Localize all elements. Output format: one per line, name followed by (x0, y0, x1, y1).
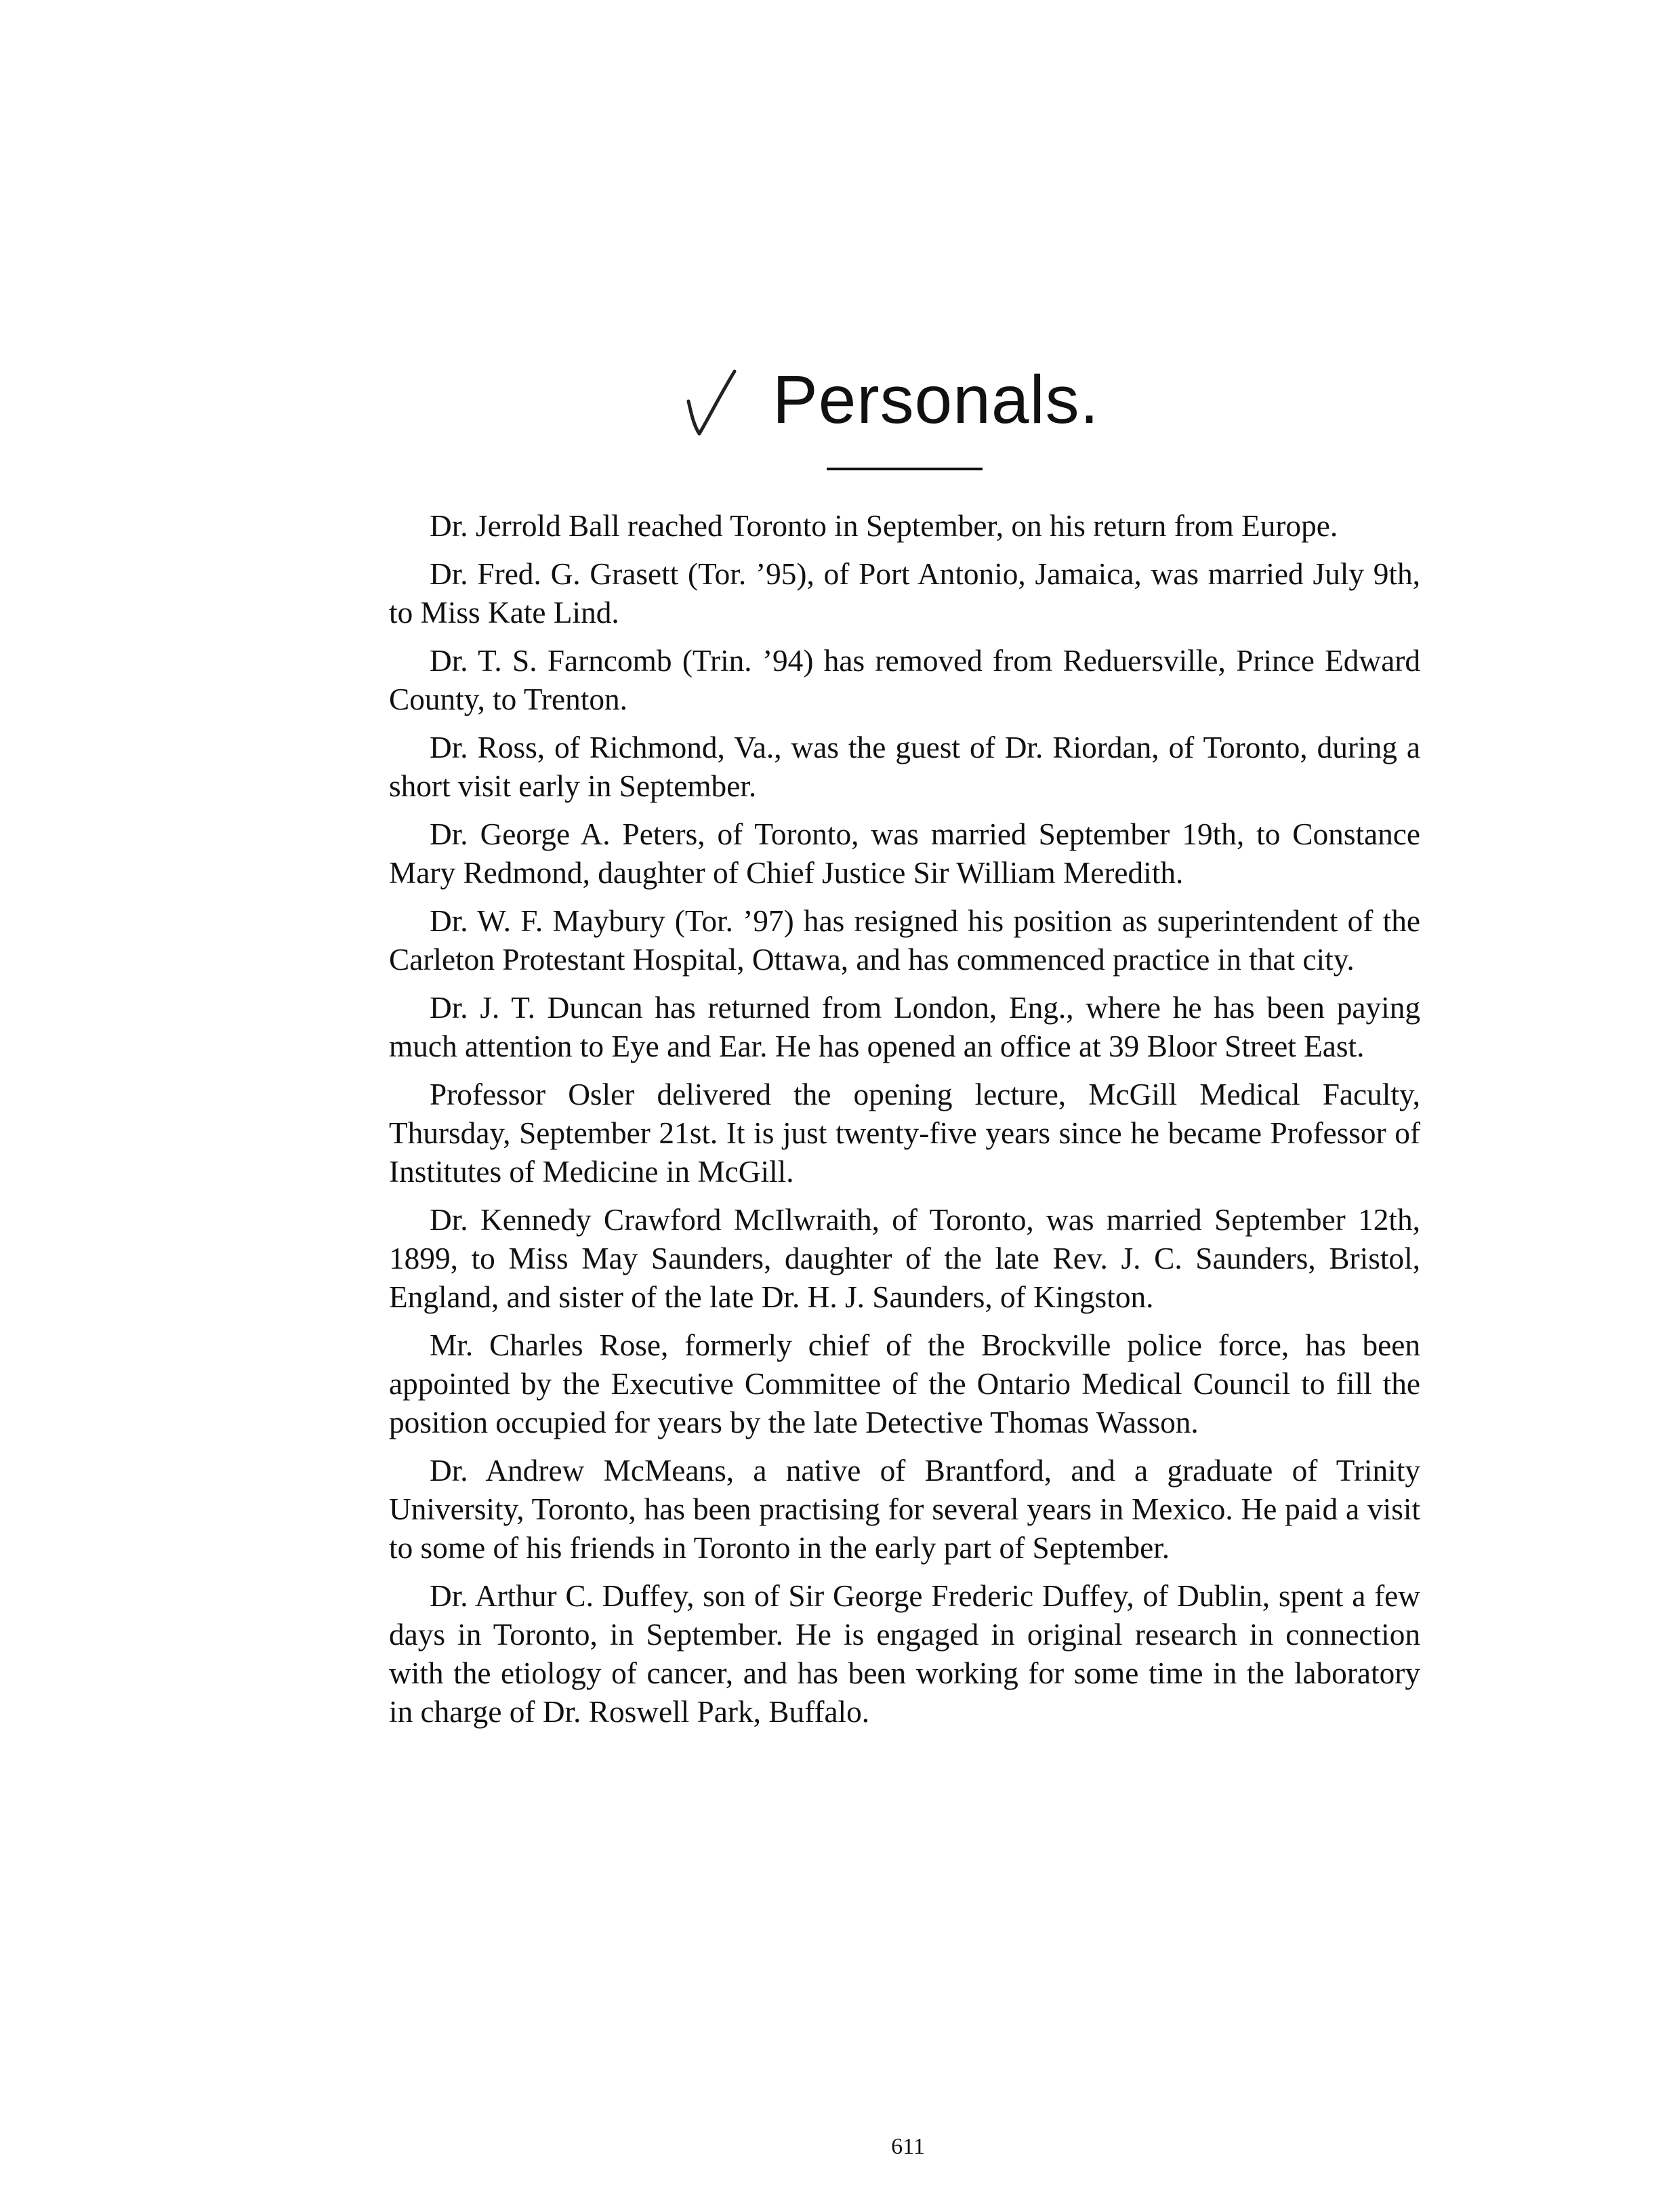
personal-item-maybury: Dr. W. F. Maybury (Tor. ’97) has resigned his position as superintendent of the Carleton Protestant Hospital, Ottawa, and has commenced practice in that city. (389, 904, 1420, 977)
personals-column (389, 507, 1420, 1741)
title-rule (827, 468, 983, 470)
personal-item-duncan: Dr. J. T. Duncan has returned from London, Eng., where he has been paying much attention to Eye and Ear. He has opened an office at 39 Bloor Street East. (389, 991, 1420, 1063)
personal-item-ball: Dr. Jerrold Ball reached Toronto in September, on his return from Europe. (430, 509, 1338, 543)
personal-item-rose: Mr. Charles Rose, formerly chief of the Brockville police force, has been appointed by the Executive Committee of the Ontario Medical Council to fill the position occupied for years by the late Detective Thomas Wasson. (389, 1328, 1420, 1439)
personal-item-peters: Dr. George A. Peters, of Toronto, was married September 19th, to Constance Mary Redmond, daughter of Chief Justice Sir William Meredith. (389, 817, 1420, 890)
personal-item-grasett: Dr. Fred. G. Grasett (Tor. ’95), of Port Antonio, Jamaica, was married July 9th, to Miss Kate Lind. (389, 557, 1420, 630)
personal-item-farncomb: Dr. T. S. Farncomb (Trin. ’94) has removed from Reduersville, Prince Edward County, to Trenton. (389, 644, 1420, 716)
handwritten-check-mark-icon (684, 366, 739, 441)
personal-item-mcmeans: Dr. Andrew McMeans, a native of Brantford, and a graduate of Trinity University, Toronto, has been practising for several years in Mexico. He paid a visit to some of his friends in Toronto in the early part of September. (389, 1454, 1420, 1565)
personal-item-ross: Dr. Ross, of Richmond, Va., was the guest of Dr. Riordan, of Toronto, during a short visit early in September. (389, 731, 1420, 803)
page-number: 611 (891, 2134, 925, 2159)
personal-item-osler: Professor Osler delivered the opening lecture, McGill Medical Faculty, Thursday, September 21st. It is just twenty-five years since he became Professor of Institutes of Medicine in McGill. (389, 1078, 1420, 1189)
personal-item-duffey: Dr. Arthur C. Duffey, son of Sir George Frederic Duffey, of Dublin, spent a few days in Toronto, in September. He is engaged in original research in connection with the etiology of cancer, and has been working for some time in the laboratory in charge of Dr. Roswell Park, Buffalo. (389, 1579, 1420, 1729)
page-title: Personals. (772, 362, 1100, 438)
personal-item-mcilwraith: Dr. Kennedy Crawford McIlwraith, of Toronto, was married September 12th, 1899, to Miss May Saunders, daughter of the late Rev. J. C. Saunders, Bristol, England, and sister of the late Dr. H. J. Saunders, of Kingston. (389, 1203, 1420, 1314)
